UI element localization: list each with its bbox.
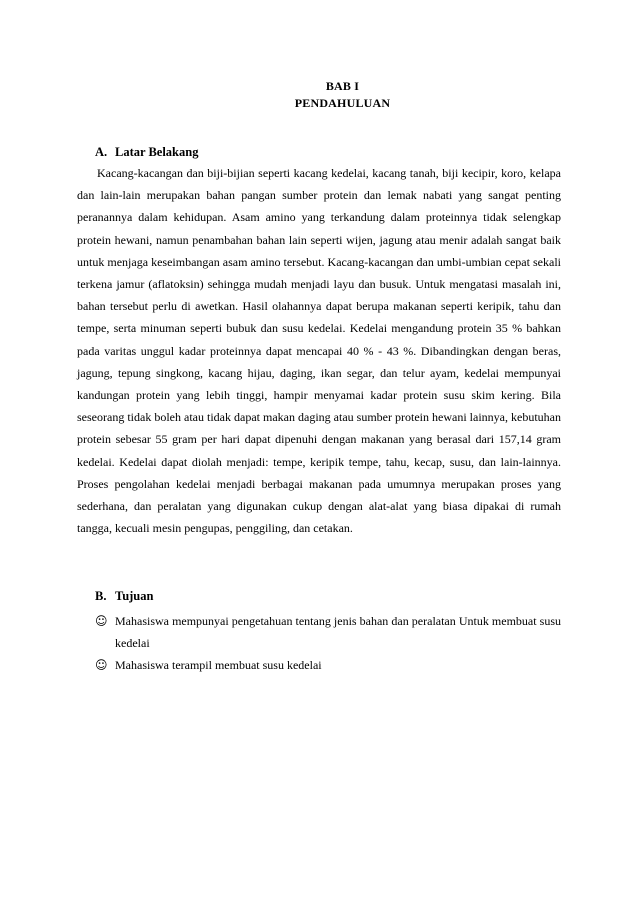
section-b-heading xyxy=(95,589,153,604)
chapter-number: BAB I xyxy=(325,79,360,93)
section-b-title: Tujuan xyxy=(115,589,154,603)
chapter-title: PENDAHULUAN xyxy=(294,96,391,110)
section-a-heading xyxy=(95,145,198,160)
background-paragraph: Kacang-kacangan dan biji-bijian seperti kacang kedelai, kacang tanah, biji kecipir, koro, kelapa dan lain-lain merupakan bahan pangan sumber protein dan lemak nabati yang sangat penting peranannya dalam kehidupan. Asam amino yang terkandung dalam proteinnya tidak selengkap protein hewani, namun penambahan bahan lain seperti wijen, jagung atau menir adalah sangat baik untuk menjaga keseimbangan asam amino tersebut. Kacang-kacangan dan umbi-umbian cepat sekali terkena jamur (aflatoksin) sehingga mudah menjadi layu dan busuk. Untuk mengatasi masalah ini, bahan tersebut perlu di awetkan. Hasil olahannya dapat berupa makanan seperti keripik, tahu dan tempe, serta minuman seperti bubuk dan susu kedelai. Kedelai mengandung protein 35 % bahkan pada varitas unggul kadar proteinnya dapat mencapai 40 % - 43 %. Dibandingkan dengan beras, jagung, tepung singkong, kacang hijau, daging, ikan segar, dan telur ayam, kedelai mempunyai kandungan protein yang lebih tinggi, hampir menyamai kadar protein susu skim kering. Bila seseorang tidak boleh atau tidak dapat makan daging atau sumber protein hewani lainnya, kebutuhan protein sebesar 55 gram per hari dapat dipenuhi dengan makanan yang berasal dari 157,14 gram kedelai. Kedelai dapat diolah menjadi: tempe, keripik tempe, tahu, kecap, susu, dan lain-lainnya. Proses pengolahan kedelai menjadi berbagai makanan pada umumnya merupakan proses yang sederhana, dan peralatan yang digunakan cukup dengan alat-alat yang biasa dipakai di rumah tangga, kecuali mesin pengupas, penggiling, dan cetakan. xyxy=(77,166,561,536)
list-item xyxy=(95,610,561,654)
objectives-list xyxy=(95,610,561,677)
objective-text: Mahasiswa mempunyai pengetahuan tentang jenis bahan dan peralatan Untuk membuat susu kedelai xyxy=(115,614,561,651)
section-a-letter: A. xyxy=(95,145,108,159)
section-a-title: Latar Belakang xyxy=(115,145,199,159)
section-b-letter: B. xyxy=(95,589,107,603)
list-item xyxy=(95,654,561,676)
objective-text: Mahasiswa terampil membuat susu kedelai xyxy=(115,658,322,673)
smiley-icon: ☺ xyxy=(95,614,108,628)
smiley-icon: ☺ xyxy=(95,658,108,673)
